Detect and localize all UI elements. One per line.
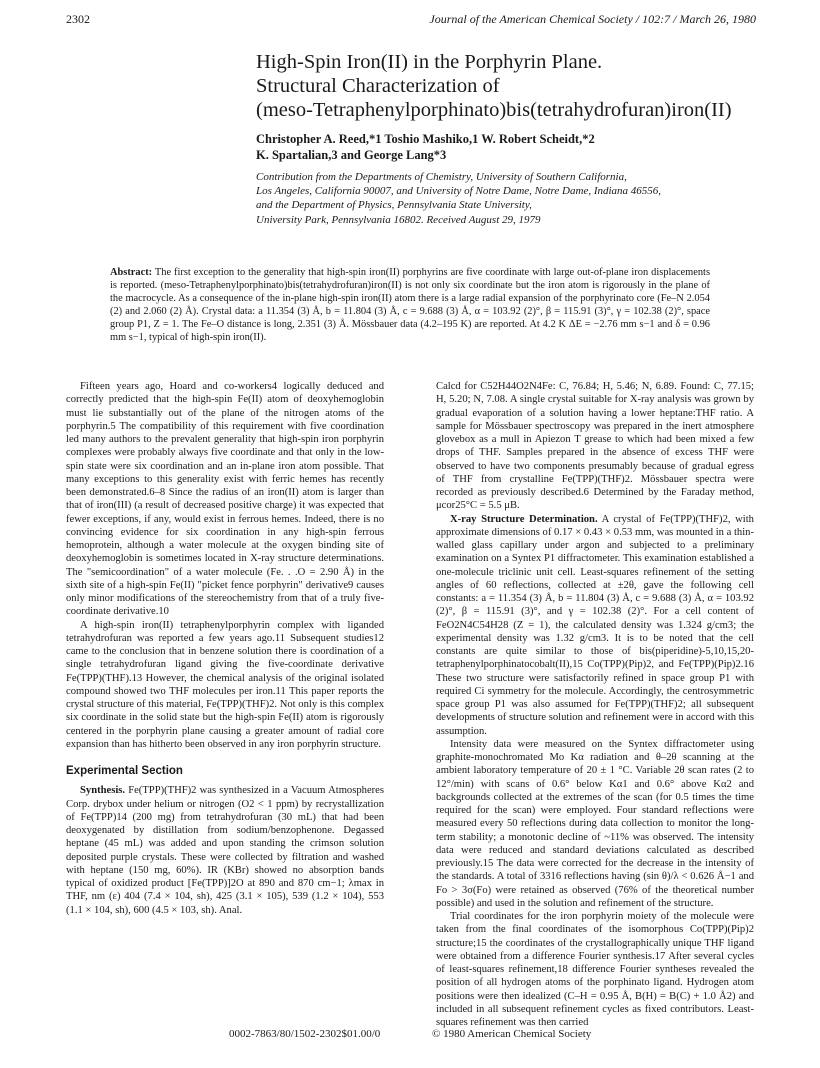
affiliation-line-2: Los Angeles, California 90007, and University of Notre Dame, Notre Dame, Indiana 46556, [256, 185, 662, 198]
abstract-text: The first exception to the generality that high-spin iron(II) porphyrins are five coordinate with large out-of-plane iron displacements is reported. (meso-Tetraphenylporphinato)bis(tetrahydrofuran)iron(II) is not only six coordinate but the iron atom is rigorously in the plane of the macrocycle. As a consequence of the in-plane high-spin iron(II) atom there is a large radial expansion of the porphyrinato core (Fe–N 2.054 (2) and 2.060 (2) Å). Crystal data: a 11.354 (3) Å, b = 11.804 (3) Å, c = 9.688 (3) Å, α = 103.92 (2)°, β = 115.91 (3)°, γ = 102.38 (2)°, space group P1, Z = 1. The Fe–O distance is long, 2.351 (3) Å. Mössbauer data (4.2–195 K) are reported. At 4.2 K ΔE = −2.76 mm s−1 and δ = 0.96 mm s−1, typical of high-spin iron(II). [110, 267, 710, 344]
right-column [436, 380, 754, 1029]
paragraph-text: Fe(TPP)(THF)2 was synthesized in a Vacuum Atmospheres Corp. drybox under helium or nitrogen (O2 < 1 ppm) by recrystallization of Fe(TPP)14 (200 mg) from tetrahydrofuran (30 mL) that had been deoxygenated by distillation from sodium/benzophenone. Degassed heptane (45 mL) was added and upon standing the crimson solution deposited purple crystals. These were collected by filtration and washed with heptane (150 mg, 60%). IR (KBr) showed no absorption bands typical of oxidized product [Fe(TPP)]2O at 890 and 870 cm−1; λmax in THF, nm (ε) 404 (7.4 × 104, sh), 425 (3.1 × 105), 539 (1.2 × 104), 553 (1.1 × 104, sh), 600 (4.5 × 103, sh). Anal. [66, 785, 385, 916]
run-in-heading: X-ray Structure Determination. [450, 513, 598, 525]
affiliation-line-1: Contribution from the Departments of Chemistry, University of Southern California, [256, 171, 627, 183]
authors-line-1: Christopher A. Reed,*1 Toshio Mashiko,1 W. Robert Scheidt,*2 [256, 132, 595, 146]
body-paragraph: Intensity data were measured on the Syntex diffractometer using graphite-monochromated Mo Kα radiation and θ–2θ scanning at the ambient laboratory temperature of 20 ± 1 °C. Variable 2θ scan rates (2 to 12°/min) with scans of 0.6° below Kα1 and 0.6° above Kα2 and backgrounds collected at the extremes of the scan (for 0.5 times the time required for the scan) were employed. Four standard reflections were measured every 50 reflections during data collection to monitor the long-term stability; a monotonic decline of ~11% was observed. The intensity data were reduced and standard deviations calculated as described previously.15 The data were corrected for the decrease in the intensity of the standards. A total of 3316 reflections having (sin θ)/λ < 0.626 Å−1 and Fo > 3σ(Fo) were retained as observed (76% of the theoretical number possible) and used in the solution and refinement of the structure. [436, 738, 754, 909]
paragraph-text: A crystal of Fe(TPP)(THF)2, with approximate dimensions of 0.17 × 0.43 × 0.53 mm, was mounted in a thin-walled glass capillary under argon and subjected to a preliminary examination on a Syntex P1 diffractometer. This examination established a one-molecule triclinic unit cell. Least-squares refinement of the setting angles of 60 reflections, collected at ±2θ, gave the following cell constants: a = 11.354 (3) Å, b = 11.804 (3) Å, c = 9.688 (3) Å, α = 103.92 (2)°, β = 115.91 (3)°, and γ = 102.38 (2)°. For a cell content of FeO2N4C54H28 (Z = 1), the calculated density was 1.324 g/cm3; the experimental density was 1.32 g/cm3. It is to be noted that the cell constants are quite similar to those of bis(piperidine)-5,10,15,20-tetraphenylporphinatocobalt(II),15 Co(TPP)(Pip)2, and Fe(TPP)(Pip)2.16 These two structure were satisfactorily refined in space group P1 with required Ci symmetry for the molecule. Accordingly, the centrosymmetric space group P1 was also assumed for Fe(TPP)(THF)2; all subsequent developments of structure solution and refinement were in accord with this assumption. [436, 513, 754, 737]
title-line-3: (meso-Tetraphenylporphinato)bis(tetrahydrofuran)iron(II) [256, 99, 732, 121]
title-line-1: High-Spin Iron(II) in the Porphyrin Plane. [256, 51, 603, 73]
body-paragraph: Fifteen years ago, Hoard and co-workers4 logically deduced and correctly predicted that the high-spin Fe(II) atom of deoxyhemoglobin must lie substantially out of the plane of the nitrogen atoms of the porphyrin.5 The compatibility of this requirement with five coordination led many authors to the prevalent generality that high-spin iron porphyrin complexes were probably always five coordinate and that only in the low-spin state were six coordination and an in-plane iron atom possible. That many exceptions to this generality exist with ferric hemes has recently been demonstrated.6–8 Since the radius of an iron(II) atom is larger than that of iron(III) (a result of decreased positive charge) it was expected that fewer exceptions, if any, would exist in ferrous hemes. Indeed, there is no convincing evidence for six coordination in any high-spin ferrous hemoprotein, although a water molecule at the oxygen binding site of deoxyhemoglobin is sometimes located in X-ray structure determinations. The "semicoordination" of a water molecule (Fe. . .O = 2.90 Å) in the sixth site of a high-spin Fe(II) "picket fence porphyrin" derivative9 causes only minor modifications of the stereochemistry from that of a truly five-coordinate derivative.10 [66, 381, 384, 618]
affiliation-line-3: and the Department of Physics, Pennsylvania State University, [256, 199, 532, 212]
body-paragraph: Calcd for C52H44O2N4Fe: C, 76.84; H, 5.46; N, 6.89. Found: C, 77.15; H, 5.20; N, 7.08. A single crystal suitable for X-ray analysis was grown by gradual evaporation of a solution having a lower heptane:THF ratio. A sample for Mössbauer spectroscopy was prepared in the inert atmosphere glovebox as a mull in Apiezon T grease to which had been mixed a few drops of THF. Samples prepared in the absence of excess THF were observed to have two components presumably because of gradual egress of THF from crystalline Fe(TPP)(THF)2. Mössbauer spectra were recorded as previously described.6 Determined by the Faraday method, μcor25°C = 5.5 μB. [436, 381, 754, 512]
section-heading: Experimental Section [66, 765, 183, 777]
article-title [256, 50, 776, 122]
left-column [66, 380, 384, 917]
running-header [66, 12, 756, 30]
abstract [110, 266, 710, 345]
body-paragraph [436, 513, 754, 738]
author-list [256, 131, 776, 163]
title-line-2: Structural Characterization of [256, 75, 500, 97]
page-number: 2302 [66, 12, 90, 26]
body-paragraph [66, 784, 384, 917]
affiliation-line-4: University Park, Pennsylvania 16802. Received August 29, 1979 [256, 213, 541, 226]
affiliation [256, 170, 776, 227]
footer-copyright: © 1980 American Chemical Society [432, 1028, 592, 1040]
journal-citation: Journal of the American Chemical Society / 102:7 / March 26, 1980 [429, 12, 756, 26]
abstract-label: Abstract: [110, 267, 153, 278]
authors-line-2: K. Spartalian,3 and George Lang*3 [256, 148, 447, 162]
run-in-heading: Synthesis. [80, 785, 126, 797]
body-paragraph: Trial coordinates for the iron porphyrin moiety of the molecule were taken from the final coordinates of the isomorphous Co(TPP)(Pip)2 structure;15 the coordinates of the crystallographically unique THF ligand were obtained from a difference Fourier synthesis.17 After several cycles of least-squares refinement,18 difference Fourier syntheses revealed the position of all hydrogen atoms of the porphinato ligand. Hydrogen atom positions were then idealized (C–H = 0.95 Å, B(H) = B(C) + 1.0 Å2) and included in all subsequent refinement cycles as fixed contributors. Least-squares refinement was then carried [436, 911, 754, 1028]
body-paragraph: A high-spin iron(II) tetraphenylporphyrin complex with liganded tetrahydrofuran was reported a few years ago.11 Subsequent studies12 came to the conclusion that in benzene solution there is coordination of a single tetrahydrofuran ligand giving the five-coordinate derivative Fe(TPP)(THF).13 However, the chemical analysis of the original isolated compound showed two THF molecules per iron.11 This paper reports the crystal structure of this material, Fe(TPP)(THF)2. Not only is this complex six coordinate in the solid state but the high-spin Fe(II) atom is rigorously centered in the porphyrin plane causing a greater amount of radial core expansion than has hitherto been observed in any iron porphyrin structure. [66, 619, 384, 750]
footer-code: 0002-7863/80/1502-2302$01.00/0 [229, 1028, 381, 1040]
